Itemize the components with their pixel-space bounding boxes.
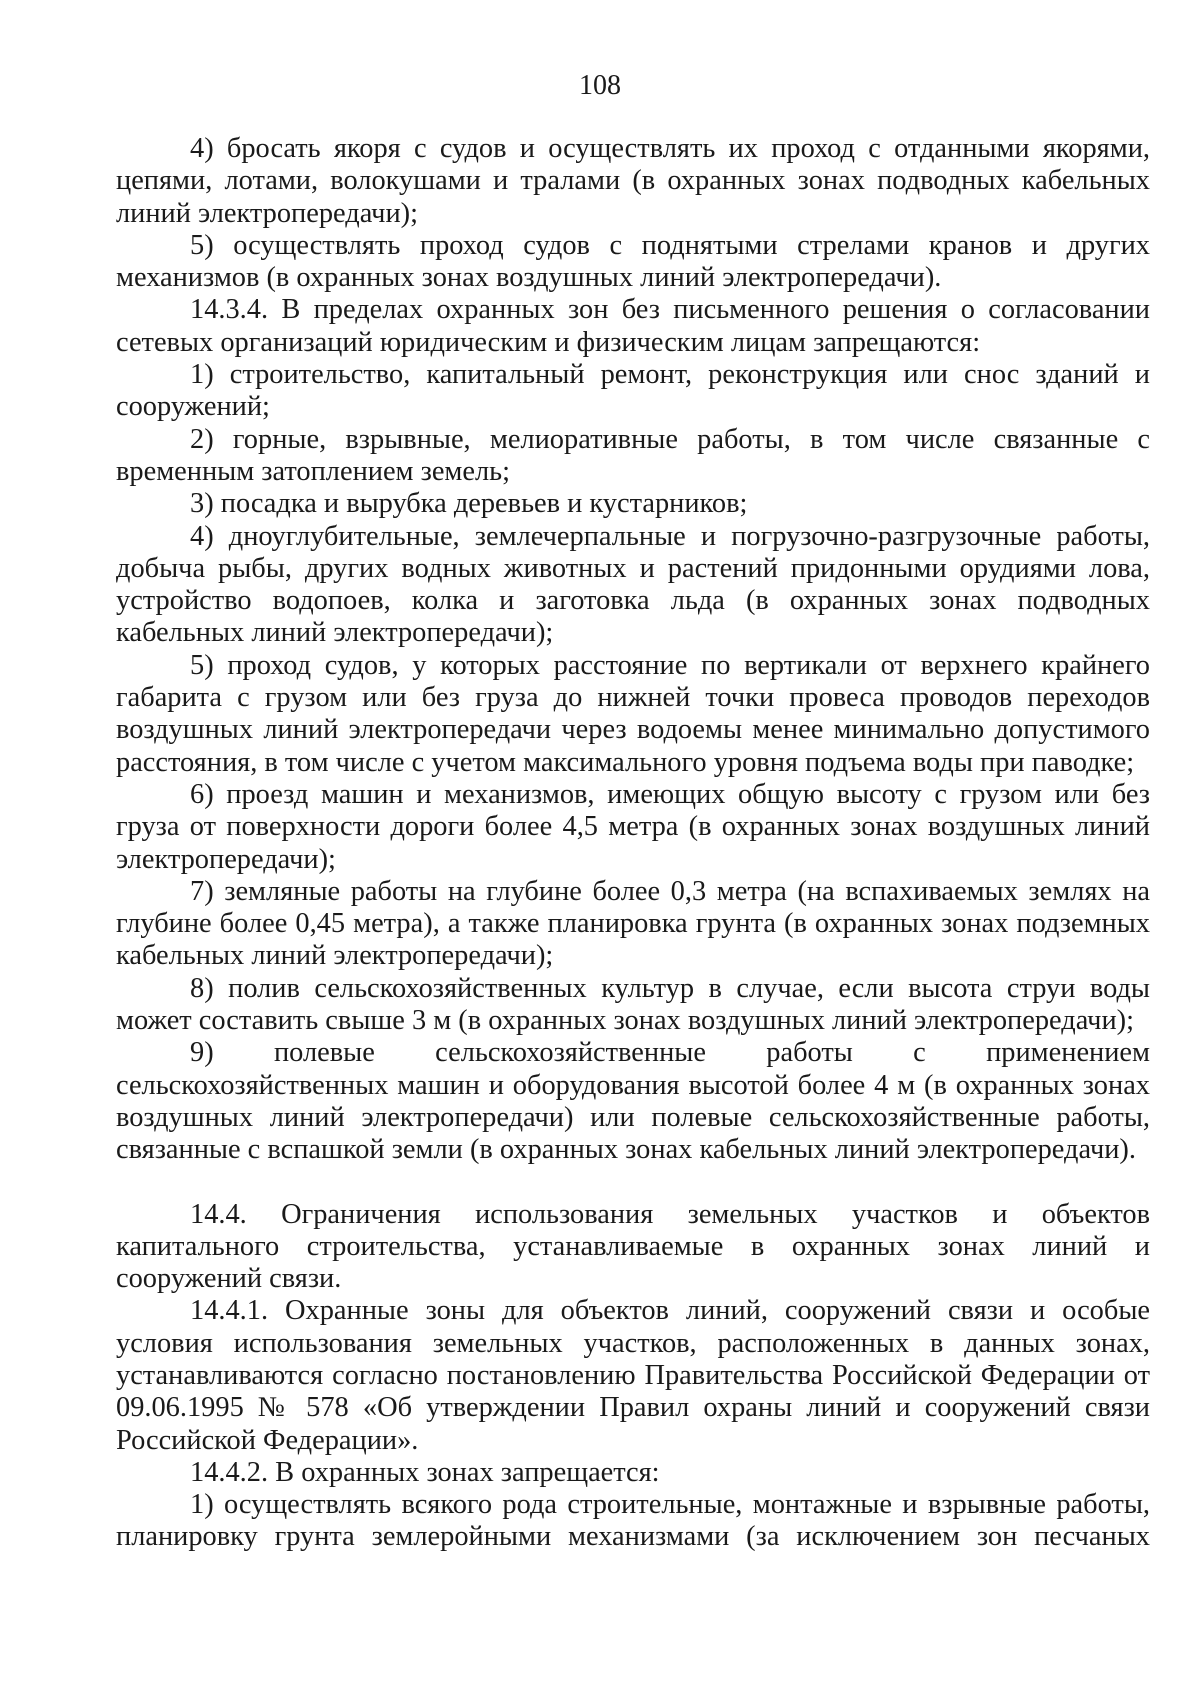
section-14-4-2: 14.4.2. В охранных зонах запрещается: xyxy=(190,1456,660,1488)
item-1-construction-works: 1) осуществлять всякого рода строительные, монтажные и взрывные работы, планировку грунта землеройными механизмами (за исключением зон песчаных xyxy=(116,1489,1150,1553)
page-number: 108 xyxy=(579,70,621,101)
item-3-trees: 3) посадка и вырубка деревьев и кустарников; xyxy=(190,488,748,520)
item-5-vessel-clearance: 5) проход судов, у которых расстояние по вертикали от верхнего крайнего габарита с грузом или без груза до нижней точки провеса проводов переходов воздушных линий электропередачи через водоемы менее минимально допустимого расстояния, в том числе с учетом максимального уровня подъема воды при паводке; xyxy=(116,649,1150,778)
section-14-3-4: 14.3.4. В пределах охранных зон без письменного решения о согласовании сетевых организаций юридическим и физическим лицам запрещаются: xyxy=(116,294,1150,358)
item-7-earthworks: 7) земляные работы на глубине более 0,3 метра (на вспахиваемых землях на глубине более 0,45 метра), а также планировка грунта (в охранных зонах подземных кабельных линий электропередачи); xyxy=(116,875,1150,972)
item-6-vehicles: 6) проезд машин и механизмов, имеющих общую высоту с грузом или без груза от поверхности дороги более 4,5 метра (в охранных зонах воздушных линий электропередачи); xyxy=(116,778,1150,875)
paragraph-5-vessels-cranes: 5) осуществлять проход судов с поднятыми стрелами кранов и других механизмов (в охранных зонах воздушных линий электропередачи). xyxy=(116,229,1150,294)
paragraph-4-anchors: 4) бросать якоря с судов и осуществлять их проход с отданными якорями, цепями, лотами, волокушами и тралами (в охранных зонах подводных кабельных линий электропередачи); xyxy=(116,133,1150,229)
item-8-irrigation: 8) полив сельскохозяйственных культур в случае, если высота струи воды может составить свыше 3 м (в охранных зонах воздушных линий электропередачи); xyxy=(116,972,1150,1037)
document-body xyxy=(116,133,1150,1554)
section-14-4-heading: 14.4. Ограничения использования земельных участков и объектов капитального строительства, устанавливаемые в охранных зонах линий и сооружений связи. xyxy=(116,1198,1150,1295)
item-1-construction: 1) строительство, капитальный ремонт, реконструкция или снос зданий и сооружений; xyxy=(116,359,1150,423)
item-9-field-works: 9) полевые сельскохозяйственные работы с применением сельскохозяйственных машин и оборудования высотой более 4 м (в охранных зонах воздушных линий электропередачи) или полевые сельскохозяйственные работы, связанные с вспашкой земли (в охранных зонах кабельных линий электропередачи). xyxy=(116,1037,1150,1166)
item-2-mining: 2) горные, взрывные, мелиоративные работы, в том числе связанные с временным затоплением земель; xyxy=(116,423,1150,487)
section-14-4-1: 14.4.1. Охранные зоны для объектов линий, сооружений связи и особые условия использования земельных участков, расположенных в данных зонах, устанавливаются согласно постановлению Правительства Российской Федерации от 09.06.1995 № 578 «Об утверждении Правил охраны линий и сооружений связи Российской Федерации». xyxy=(116,1295,1150,1456)
item-4-dredging: 4) дноуглубительные, землечерпальные и погрузочно-разгрузочные работы, добыча рыбы, других водных животных и растений придонными орудиями лова, устройство водопоев, колка и заготовка льда (в охранных зонах подводных кабельных линий электропередачи); xyxy=(116,520,1150,649)
